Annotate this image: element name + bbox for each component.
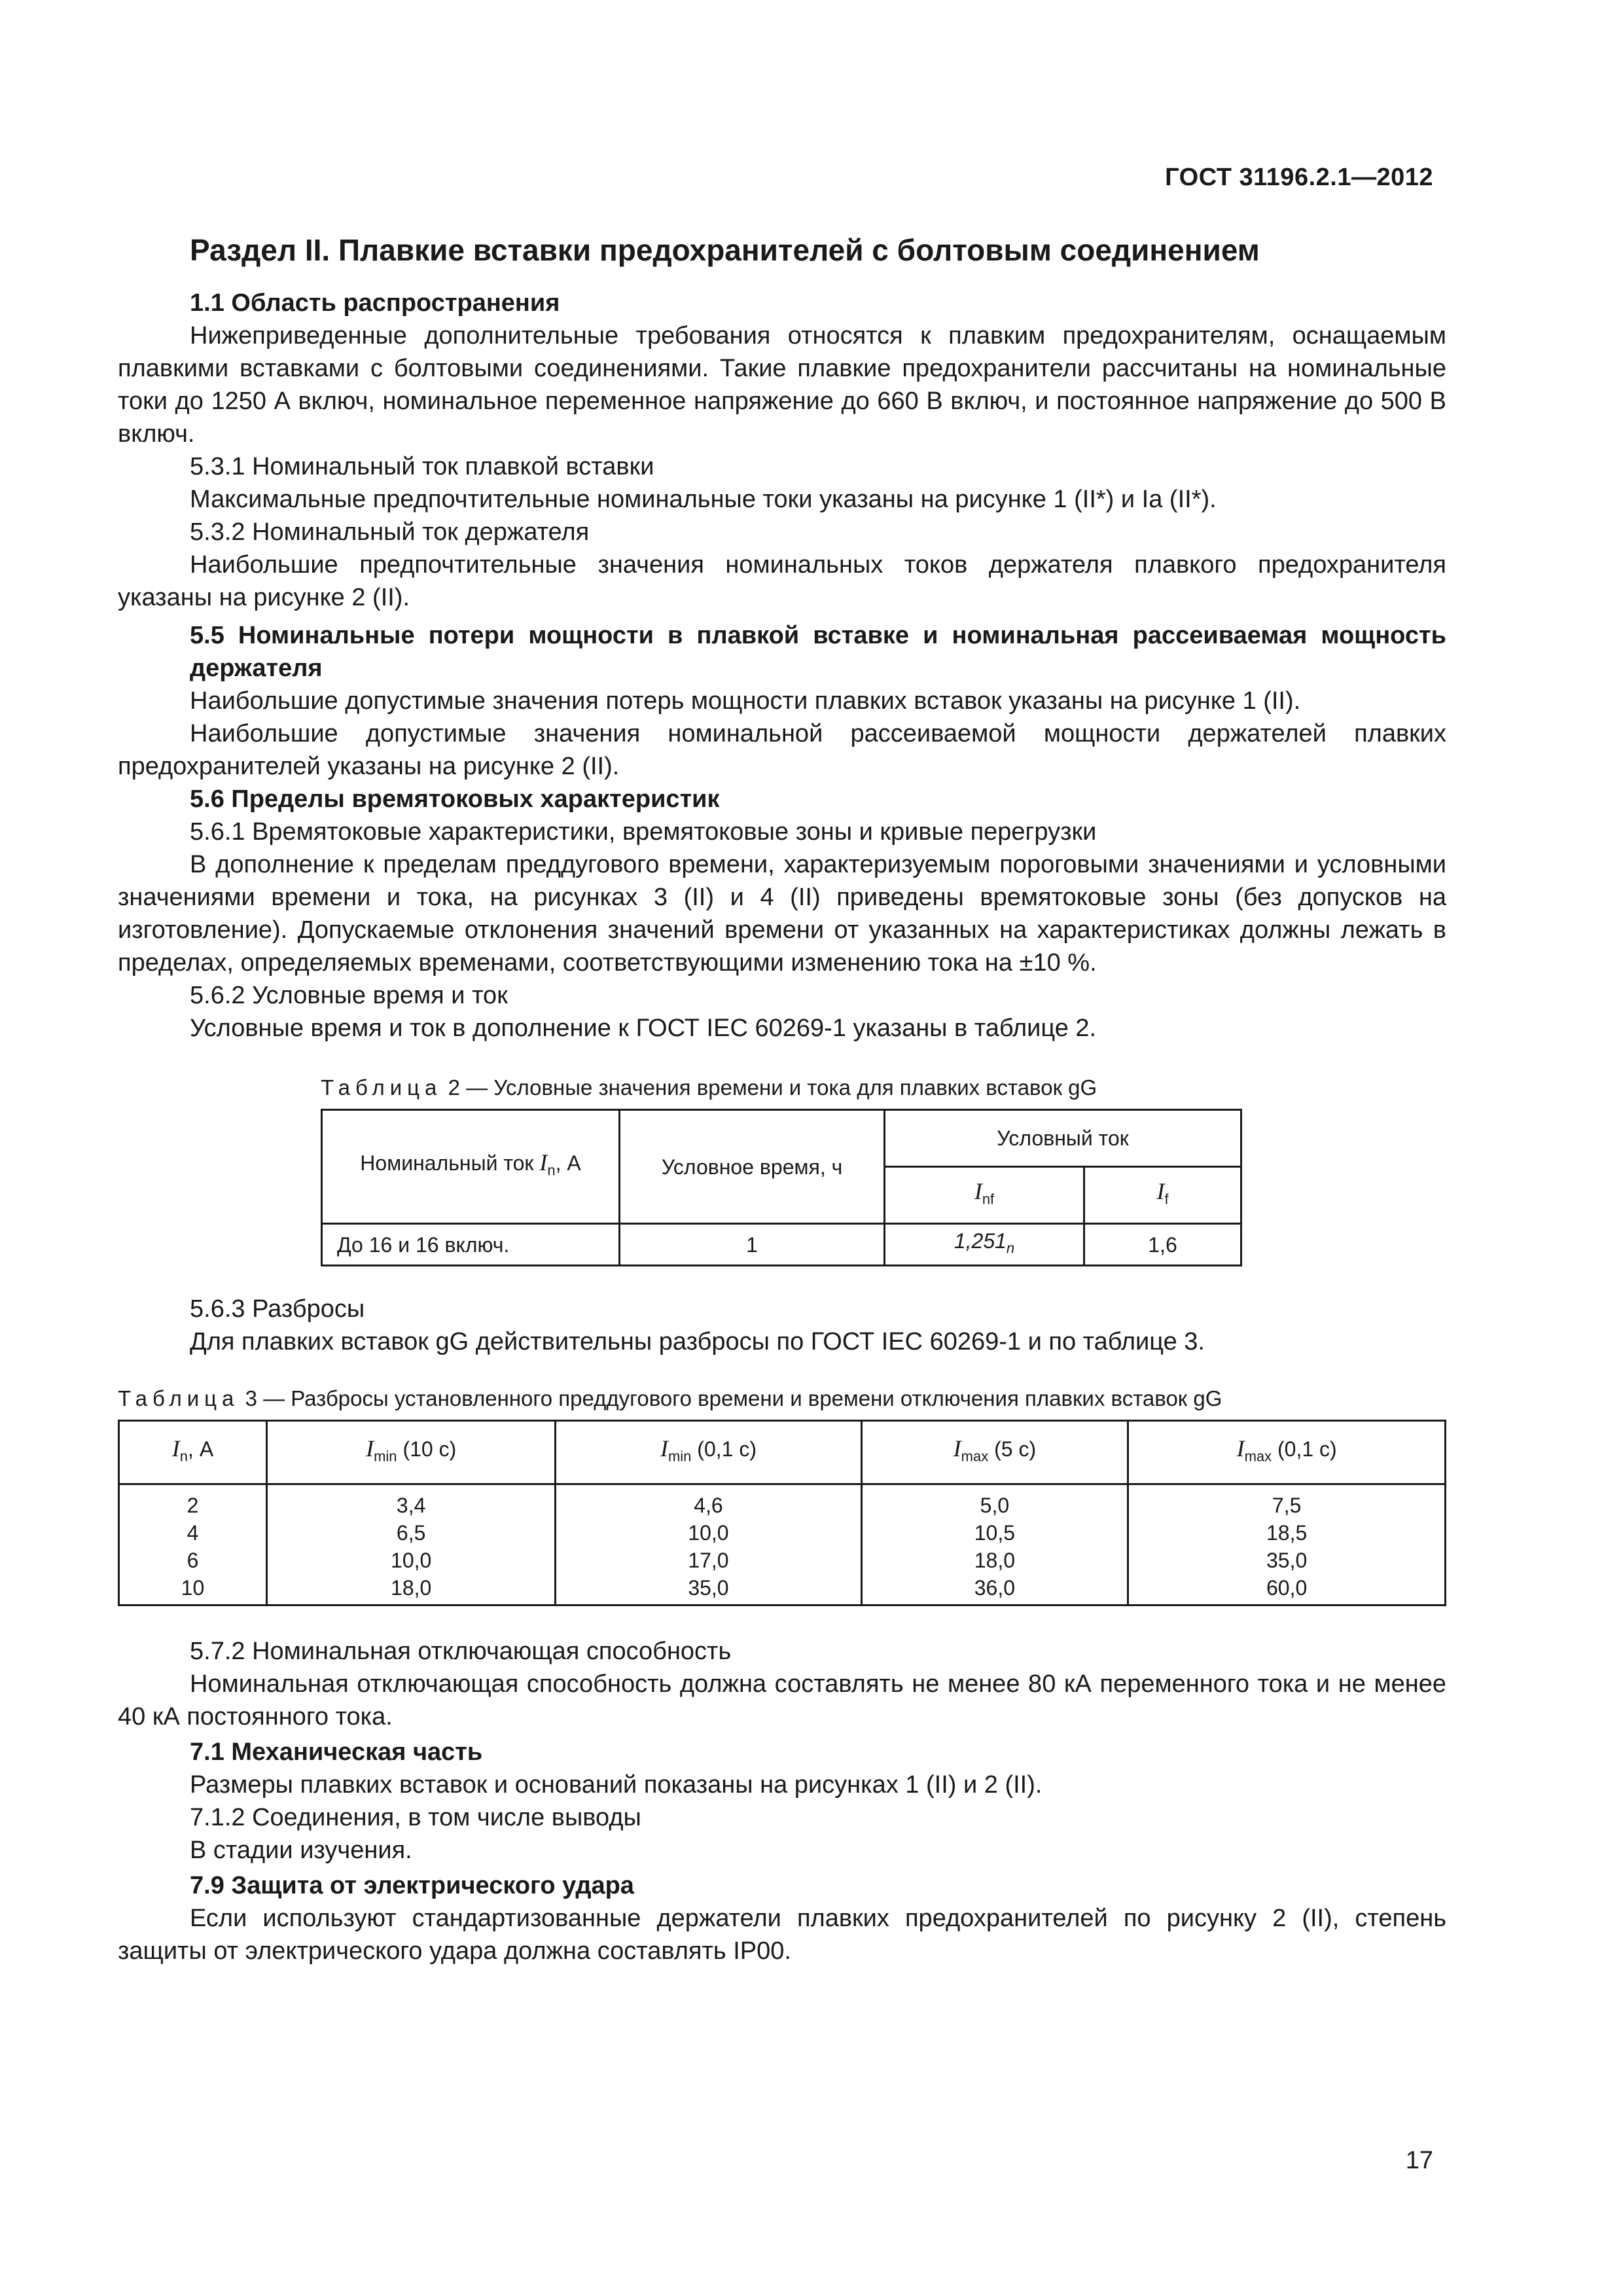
t2-header-conventional-current: Условный ток <box>885 1110 1241 1167</box>
table-2-caption <box>321 1073 1446 1102</box>
t3-cell: 18,0 <box>391 1576 432 1600</box>
table-3-caption-text: 3 — Разбросы установленного преддугового времени и времени отключения плавких вставок gG <box>245 1386 1222 1411</box>
table-2 <box>321 1109 1242 1266</box>
t3-cell: 10,5 <box>974 1521 1016 1545</box>
t3-cell: 10,0 <box>688 1521 729 1545</box>
t3-header-1: $I_{min}$ (10 с) <box>266 1421 555 1484</box>
paragraph-7-1: Размеры плавких вставок и оснований показаны на рисунках 1 (II) и 2 (II). <box>190 1771 1043 1799</box>
page-content <box>118 230 1446 1967</box>
table-3-label: Таблица <box>118 1386 240 1411</box>
t3-cell: 10,0 <box>391 1549 432 1573</box>
t3-cell: 35,0 <box>1266 1549 1308 1573</box>
paragraph-5-6-3: Для плавких вставок gG действительны разбросы по ГОСТ IEC 60269-1 и по таблице 3. <box>190 1328 1205 1356</box>
t3-cell: 6 <box>187 1549 199 1573</box>
heading-5-5: 5.5 Номинальные потери мощности в плавкой вставке и номинальная рассеиваемая мощность держателя <box>190 622 1446 682</box>
table-2-label: Таблица <box>321 1075 442 1100</box>
t2-cell-current: До 16 и 16 включ. <box>322 1224 620 1266</box>
t3-header-3: $I_{max}$ (5 с) <box>861 1421 1128 1484</box>
t3-column-1 <box>266 1484 555 1605</box>
paragraph-5-5-b: Наибольшие допустимые значения номинальной рассеиваемой мощности держателей плавких предохранителей указаны на рисунке 2 (II). <box>118 720 1446 780</box>
t3-cell: 5,0 <box>980 1494 1010 1518</box>
t3-cell: 36,0 <box>974 1576 1016 1600</box>
table-3-caption <box>118 1384 1446 1413</box>
t3-cell: 7,5 <box>1272 1494 1302 1518</box>
t3-cell: 2 <box>187 1494 199 1518</box>
section-title: Раздел II. Плавкие вставки предохранителей с болтовым соединением <box>190 233 1260 267</box>
t2-header-nominal-current: Номинальный ток $I_n$, А <box>322 1110 620 1224</box>
paragraph-5-3-1: Максимальные предпочтительные номинальные токи указаны на рисунке 1 (II*) и Ia (II*). <box>190 486 1217 513</box>
t2-header-inf: $I_{nf}$ <box>885 1167 1084 1224</box>
heading-5-6: 5.6 Пределы времятоковых характеристик <box>190 785 720 813</box>
t3-cell: 10 <box>181 1576 205 1600</box>
t3-cell: 60,0 <box>1266 1576 1308 1600</box>
t2-cell-time: 1 <box>620 1224 885 1266</box>
table-2-caption-text: 2 — Условные значения времени и тока для плавких вставок gG <box>448 1075 1097 1100</box>
table-row <box>119 1484 1446 1605</box>
t3-header-4: $I_{max}$ (0,1 с) <box>1128 1421 1446 1484</box>
t3-cell: 3,4 <box>396 1494 426 1518</box>
paragraph-1-1: Нижеприведенные дополнительные требования относятся к плавким предохранителям, оснащаемым плавкими вставками с болтовыми соединениями. Такие плавкие предохранители рассчитаны на номинальные токи до 1250 А включ, номинальное переменное напряжение до 660 В включ, и постоянное напряжение до 500 В включ. <box>118 322 1446 448</box>
paragraph-5-5-a: Наибольшие допустимые значения потерь мощности плавких вставок указаны на рисунке 1 (II). <box>190 687 1301 715</box>
paragraph-5-6-1: В дополнение к пределам преддугового времени, характеризуемым пороговыми значениями и условными значениями времени и тока, на рисунках 3 (II) и 4 (II) приведены времятоковые зоны (без допусков на изготовление). Допускаемые отклонения значений времени от указанных на характеристиках должны лежать в пределах, определяемых временами, соответствующими изменению тока на ±10 %. <box>118 851 1446 977</box>
t3-cell: 35,0 <box>688 1576 729 1600</box>
heading-7-1: 7.1 Механическая часть <box>190 1738 483 1767</box>
paragraph-5-7-2: Номинальная отключающая способность должна составлять не менее 80 кА переменного тока и не менее 40 кА постоянного тока. <box>118 1670 1446 1731</box>
paragraph-5-3-2: Наибольшие предпочтительные значения номинальных токов держателя плавкого предохранителя указаны на рисунке 2 (II). <box>118 551 1446 611</box>
t3-column-4 <box>1128 1484 1446 1605</box>
t3-column-3 <box>861 1484 1128 1605</box>
t3-cell: 4 <box>187 1521 199 1545</box>
t2-header-conventional-time: Условное время, ч <box>620 1110 885 1224</box>
t3-header-0: $I_n$, А <box>119 1421 267 1484</box>
t3-cell: 17,0 <box>688 1549 729 1573</box>
heading-5-6-2: 5.6.2 Условные время и ток <box>190 982 508 1009</box>
t2-header-if: $I_f$ <box>1084 1167 1241 1224</box>
t2-cell-inf: $1,251_n$ <box>885 1224 1084 1266</box>
t3-header-2: $I_{min}$ (0,1 с) <box>556 1421 861 1484</box>
t3-cell: 18,0 <box>974 1549 1016 1573</box>
heading-7-1-2: 7.1.2 Соединения, в том числе выводы <box>190 1804 641 1832</box>
t3-column-0 <box>119 1484 267 1605</box>
paragraph-7-9: Если используют стандартизованные держатели плавких предохранителей по рисунку 2 (II), степень защиты от электрического удара должна составлять IP00. <box>118 1905 1446 1965</box>
t3-cell: 4,6 <box>694 1494 723 1518</box>
heading-5-7-2: 5.7.2 Номинальная отключающая способность <box>190 1638 732 1666</box>
page-number: 17 <box>1405 2147 1433 2174</box>
paragraph-5-6-2: Условные время и ток в дополнение к ГОСТ IEC 60269-1 указаны в таблице 2. <box>190 1014 1097 1042</box>
t2-cell-if: 1,6 <box>1084 1224 1241 1266</box>
heading-5-6-3: 5.6.3 Разбросы <box>190 1295 365 1323</box>
standard-code: ГОСТ 31196.2.1—2012 <box>1165 164 1433 191</box>
heading-7-9: 7.9 Защита от электрического удара <box>190 1872 634 1900</box>
t3-cell: 18,5 <box>1266 1521 1308 1545</box>
t3-cell: 6,5 <box>396 1521 426 1545</box>
heading-5-6-1: 5.6.1 Времятоковые характеристики, времятоковые зоны и кривые перегрузки <box>190 818 1097 846</box>
heading-5-3-2: 5.3.2 Номинальный ток держателя <box>190 518 590 546</box>
heading-5-3-1: 5.3.1 Номинальный ток плавкой вставки <box>190 453 654 480</box>
paragraph-7-1-2: В стадии изучения. <box>190 1837 412 1865</box>
heading-1-1: 1.1 Область распространения <box>190 289 560 317</box>
t3-column-2 <box>556 1484 861 1605</box>
table-3 <box>118 1420 1446 1606</box>
table-row <box>322 1224 1241 1266</box>
